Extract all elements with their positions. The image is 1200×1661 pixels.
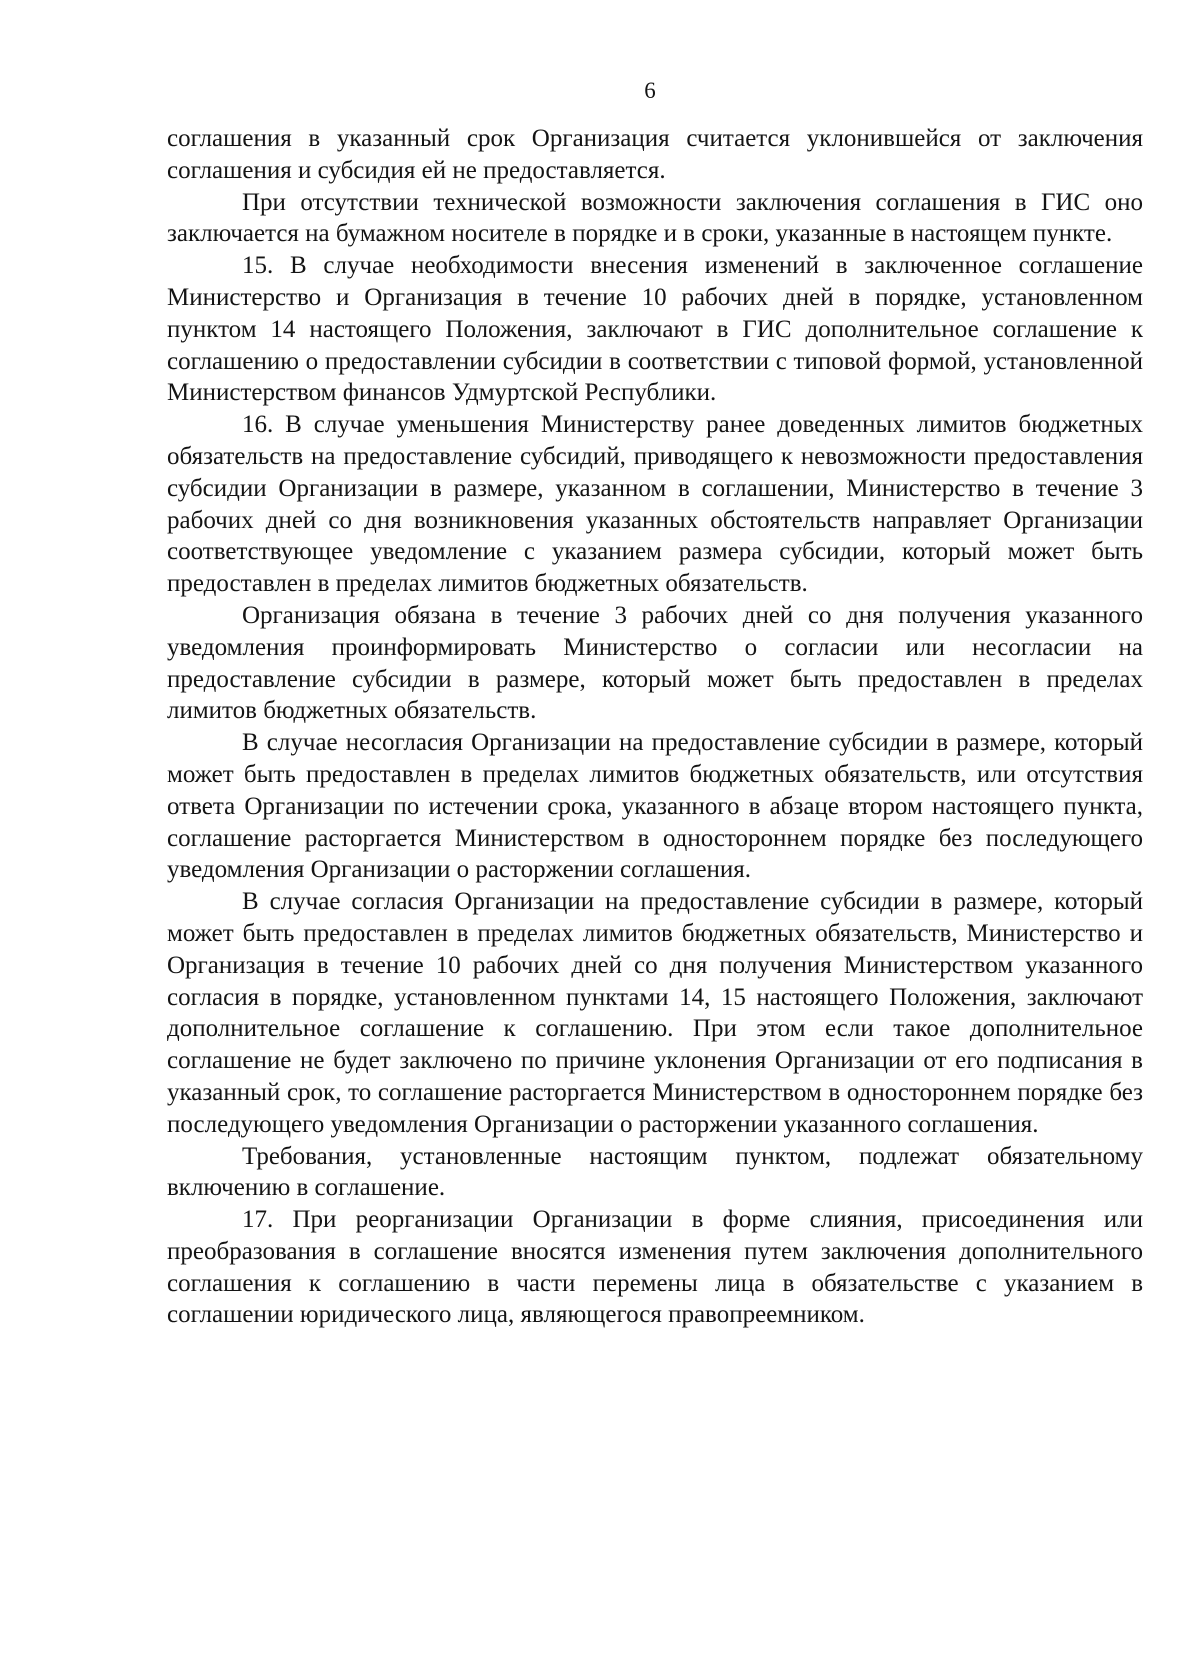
paragraph-organization-obliged: Организация обязана в течение 3 рабочих дней со дня получения указанного уведомления проинформировать Министерство о согласии или несогласии на предоставление субсидии в размере, который может быть предоставлен в пределах лимитов бюджетных обязательств.: [167, 601, 1143, 725]
paragraph-requirements: Требования, установленные настоящим пунктом, подлежат обязательному включению в соглашение.: [167, 1142, 1143, 1202]
paragraph-continuation: соглашения в указанный срок Организация считается уклонившейся от заключения соглашения и субсидия ей не предоставляется.: [167, 125, 1143, 184]
paragraph-clause-16: 16. В случае уменьшения Министерству ранее доведенных лимитов бюджетных обязательств на предоставление субсидий, приводящего к невозможности предоставления субсидии Организации в размере, указанном в соглашении, Министерство в течение 3 рабочих дней со дня возникновения указанных обстоятельств направляет Организации соответствующее уведомление с указанием размера субсидии, который может быть предоставлен в пределах лимитов бюджетных обязательств.: [167, 411, 1143, 598]
paragraph-clause-17: 17. При реорганизации Организации в форме слияния, присоединения или преобразования в соглашение вносятся изменения путем заключения дополнительного соглашения к соглашению в части перемены лица в обязательстве с указанием в соглашении юридического лица, являющегося правопреемником.: [167, 1206, 1143, 1329]
paragraph-no-technical-possibility: При отсутствии технической возможности заключения соглашения в ГИС оно заключается на бумажном носителе в порядке и в сроки, указанные в настоящем пункте.: [167, 188, 1143, 248]
paragraph-agreement-case: В случае согласия Организации на предоставление субсидии в размере, который может быть предоставлен в пределах лимитов бюджетных обязательств, Министерство и Организация в течение 10 рабочих дней со дня получения Министерством указанного согласия в порядке, установленном пунктами 14, 15 настоящего Положения, заключают дополнительное соглашение к соглашению. При этом если такое дополнительное соглашение не будет заключено по причине уклонения Организации от его подписания в указанный срок, то соглашение расторгается Министерством в одностороннем порядке без последующего уведомления Организации о расторжении указанного соглашения.: [167, 888, 1143, 1138]
paragraph-disagreement-case: В случае несогласия Организации на предоставление субсидии в размере, который может быть предоставлен в пределах лимитов бюджетных обязательств, или отсутствия ответа Организации по истечении срока, указанного в абзаце втором настоящего пункта, соглашение расторгается Министерством в одностороннем порядке без последующего уведомления Организации о расторжении соглашения.: [167, 729, 1143, 884]
paragraph-clause-15: 15. В случае необходимости внесения изменений в заключенное соглашение Министерство и Организация в течение 10 рабочих дней в порядке, установленном пунктом 14 настоящего Положения, заключают в ГИС дополнительное соглашение к соглашению о предоставлении субсидии в соответствии с типовой формой, установленной Министерством финансов Удмуртской Республики.: [167, 252, 1143, 407]
page-number: 6: [644, 78, 656, 103]
document-body: [167, 123, 1143, 1331]
